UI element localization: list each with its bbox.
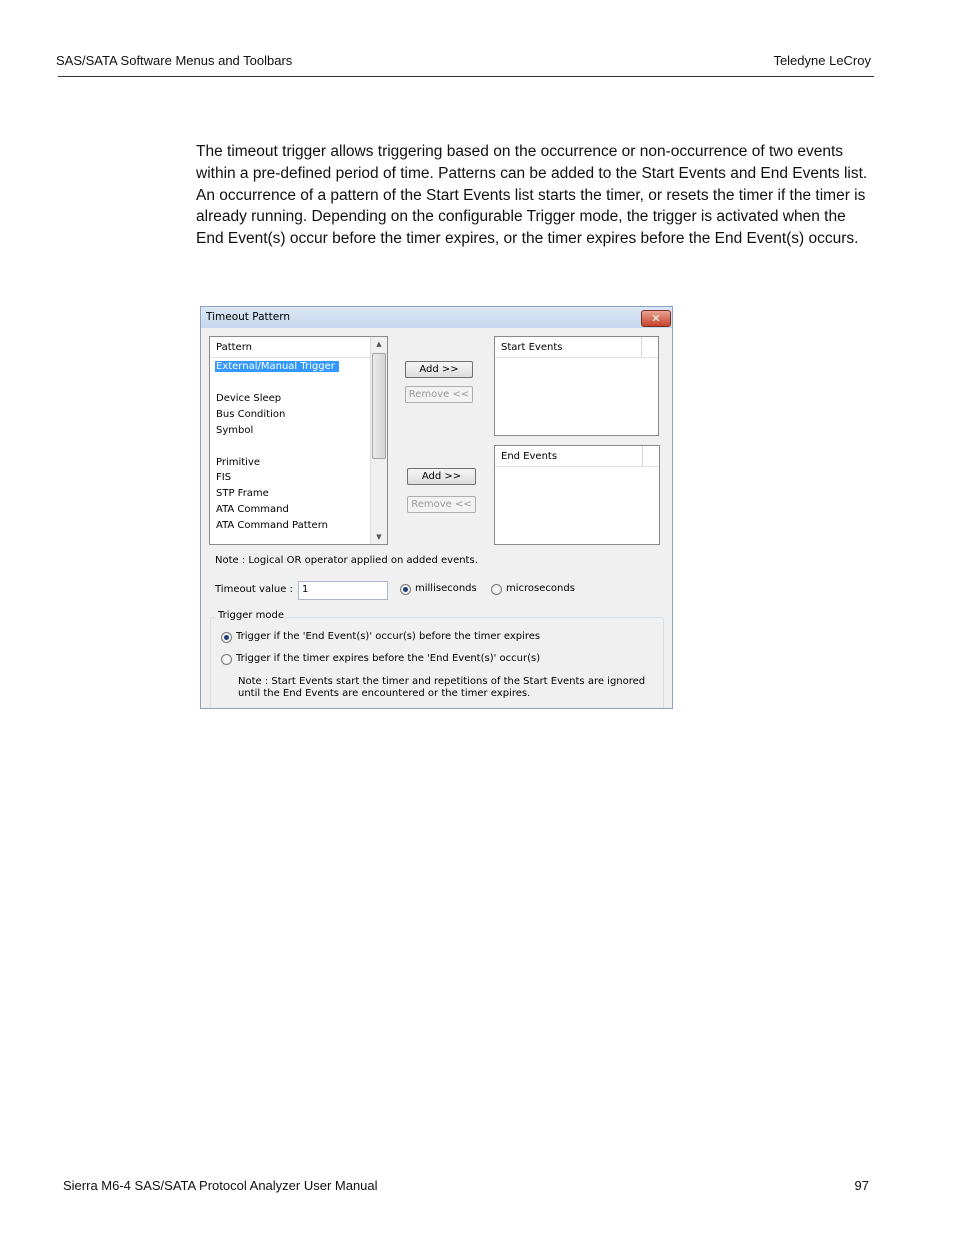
pattern-column-header: Pattern [216,342,252,353]
timeout-value-label: Timeout value : [215,584,293,595]
remove-end-event-button[interactable]: Remove << [407,496,476,513]
list-item-primitive[interactable]: Primitive [216,457,261,468]
list-item-stp-frame[interactable]: STP Frame [216,488,269,499]
list-item-ata-command[interactable]: ATA Command [216,504,289,515]
trigger-option-timer-before-end-label[interactable]: Trigger if the timer expires before the 'End Event(s)' occur(s) [236,653,541,664]
list-item-external-manual-trigger[interactable]: External/Manual Trigger [215,361,339,372]
trigger-option-end-before-timer-radio[interactable] [221,632,232,643]
body-paragraph: The timeout trigger allows triggering based on the occurrence or non-occurrence of two events within a pre-defined period of time. Patterns can be added to the Start Events and End Events list. An occurrence of a pattern of the Start Events list starts the timer, or resets the timer if the timer is already running. Depending on the configurable Trigger mode, the trigger is activated when the End Event(s) occur before the timer expires, or the timer expires before the End Event(s) occurs. [196,143,868,248]
start-events-list[interactable] [494,336,659,436]
pattern-list-scrollbar[interactable] [370,337,387,544]
pattern-list-header [210,337,371,358]
pattern-list[interactable] [209,336,388,545]
running-header-left: SAS/SATA Software Menus and Toolbars [56,53,293,68]
dialog-title: Timeout Pattern [206,311,291,323]
add-start-event-button[interactable]: Add >> [405,361,473,378]
scroll-up-arrow-icon[interactable]: ▲ [376,340,382,348]
microseconds-label[interactable]: microseconds [506,583,575,594]
scroll-down-arrow-icon[interactable]: ▼ [376,533,382,541]
end-events-header [495,446,659,467]
end-events-column-header: End Events [501,451,558,462]
column-separator [642,446,643,466]
remove-start-event-button[interactable]: Remove << [405,386,473,403]
logical-or-note: Note : Logical OR operator applied on added events. [215,555,478,566]
end-events-list[interactable] [494,445,660,545]
list-item-symbol[interactable]: Symbol [216,425,254,436]
footer-left: Sierra M6-4 SAS/SATA Protocol Analyzer User Manual [63,1178,378,1193]
list-item-fis[interactable]: FIS [216,472,232,483]
trigger-mode-note: Note : Start Events start the timer and repetitions of the Start Events are ignored until the End Events are encountered or the timer expires. [238,676,646,699]
scrollbar-thumb[interactable] [372,353,386,459]
page-number: 97 [854,1178,869,1193]
list-item-ata-command-pattern[interactable]: ATA Command Pattern [216,520,328,531]
milliseconds-label[interactable]: milliseconds [415,583,477,594]
start-events-header [495,337,658,358]
microseconds-radio[interactable] [491,584,502,595]
milliseconds-radio[interactable] [400,584,411,595]
list-item-device-sleep[interactable]: Device Sleep [216,393,282,404]
close-icon: ✕ [651,312,661,325]
running-header-right: Teledyne LeCroy [773,53,871,68]
trigger-mode-title: Trigger mode [215,610,287,621]
list-item-bus-condition[interactable]: Bus Condition [216,409,286,420]
dialog-titlebar [201,307,672,328]
timeout-value-input[interactable] [298,581,388,600]
column-separator [641,337,642,357]
add-end-event-button[interactable]: Add >> [407,468,476,485]
timeout-value-text: 1 [302,584,309,595]
close-button[interactable] [641,310,671,327]
timeout-pattern-dialog [200,306,673,709]
trigger-option-end-before-timer-label[interactable]: Trigger if the 'End Event(s)' occur(s) before the timer expires [236,631,541,642]
trigger-option-timer-before-end-radio[interactable] [221,654,232,665]
header-rule [58,76,874,77]
start-events-column-header: Start Events [501,342,563,353]
